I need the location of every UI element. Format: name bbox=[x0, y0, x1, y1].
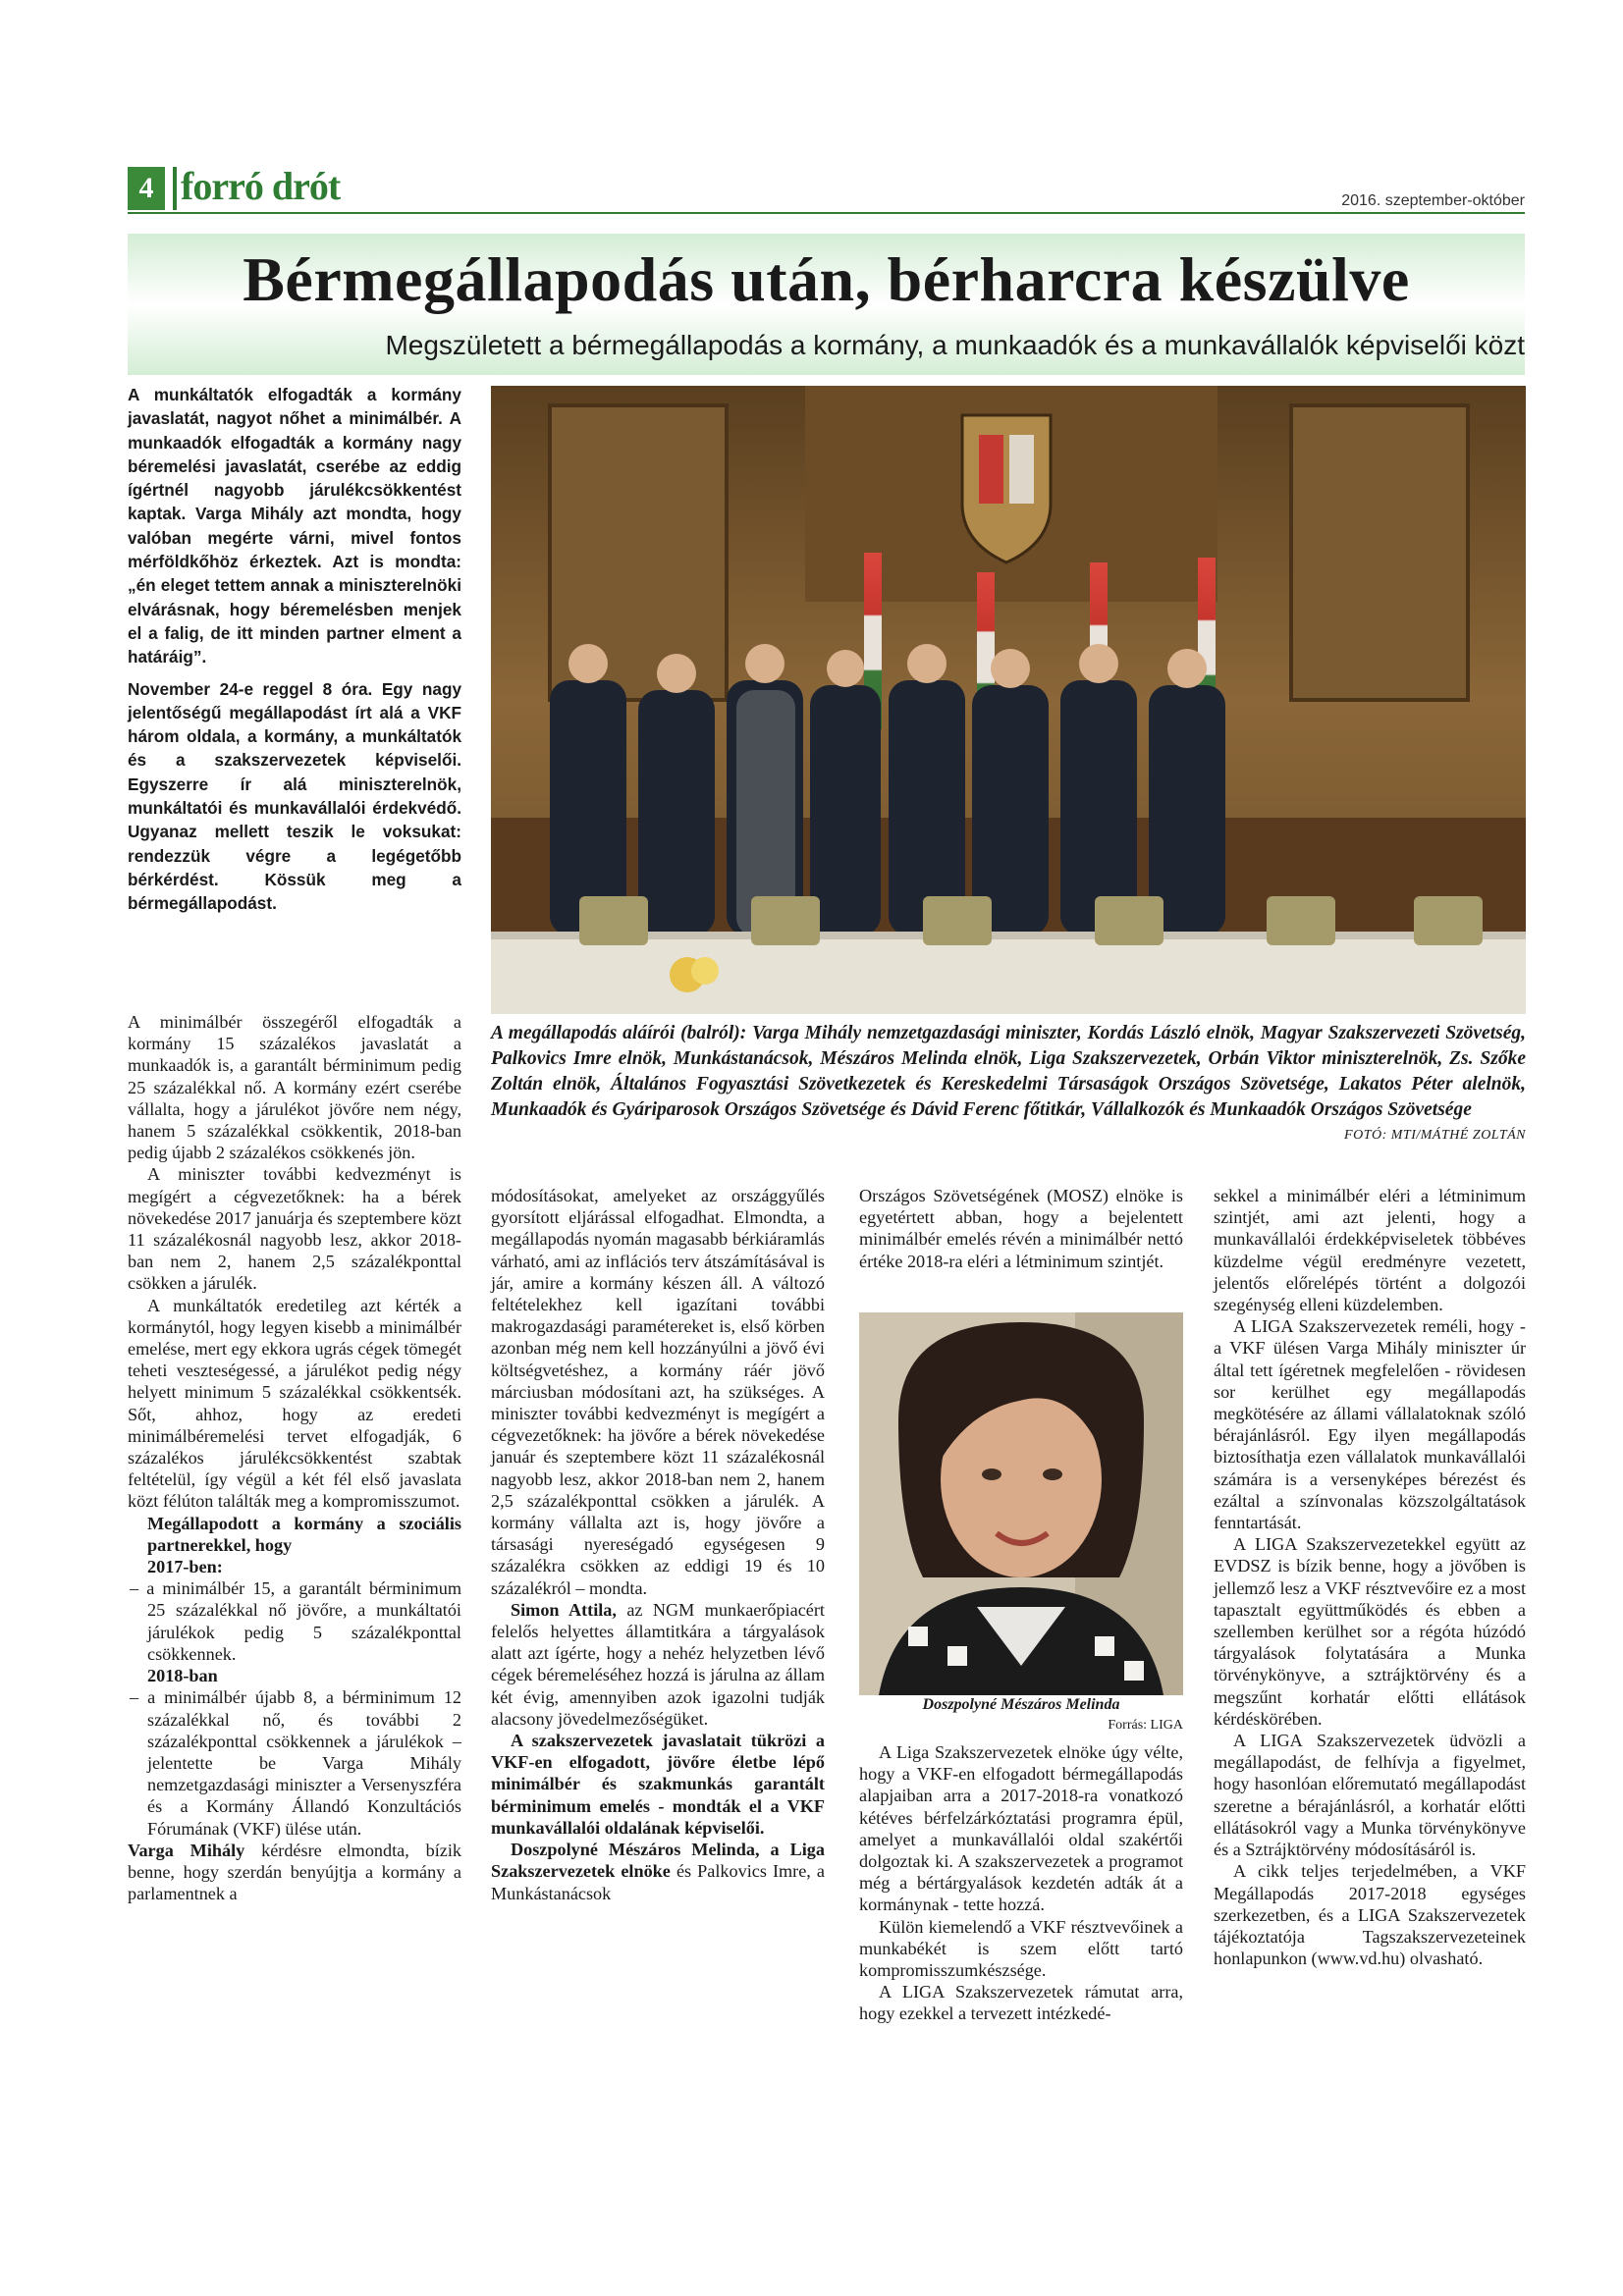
bold-paragraph: A szakszervezetek javaslatait tükrözi a VKF-en elfogadott, jövőre életbe lépő minimálbér és szakmunkás garantált bérminimum emelés - mondták el a VKF munkavállalói oldalának képviselői. bbox=[491, 1731, 825, 1838]
body-text: és Palkovics Imre, a Munkástanácsok bbox=[491, 1861, 825, 1903]
portrait-caption: Doszpolyné Mészáros Melinda bbox=[922, 1696, 1120, 1713]
column-3 bbox=[859, 1185, 1183, 1272]
body-paragraph: módosításokat, amelyeket az országgyűlés gyorsított eljárással elfogadhat. Elmondta, a megállapodás nyomán magasabb bérkiáramlás várható, ami az inflációs terv átszámításával is jár, amire a kormány készen áll. A változó feltételekhez kell igazítani további makrogazdasági paramétereket is, első körben azonban még nem kell hozzányúlni a jövő évi költségvetéshez, a kormány ráér jövő márciusban módosítani azt, ha szükséges. A miniszter további kedvezményt is megígért a cégvezetőknek: ha jövőre a bérek növekedése január és szeptembere közt 11 százalékosnál nagyobb lesz, akkor 2018-ban nem 2, hanem 2,5 százalékponttal csökken a járulék. A kormány vállalta azt is, hogy jövőre a társasági nyereségadó egységesen 9 százalékra csökken az eddigi 19 és 10 százalékról – mondta. bbox=[491, 1186, 825, 1598]
person-name: Varga Mihály bbox=[128, 1840, 245, 1860]
signing-photo bbox=[491, 386, 1526, 1014]
body-paragraph: A LIGA Szakszervezetek reméli, hogy - a VKF ülésen Varga Mihály miniszter úr által tett ígéretnek megfelelően - rövidesen sor kerülhet egy megállapodás megkötésére az állami vállalatoknak szóló bérajánlásról. Egy ilyen megállapodás biztosíthatja ezen vállalatok munkavállalói számára is a versenyképes bérezést és ezáltal a színvonalas közszolgáltatások fenntartását. bbox=[1214, 1316, 1526, 1533]
logo-divider bbox=[173, 167, 177, 210]
body-paragraph bbox=[491, 1839, 825, 1904]
issue-date: 2016. szeptember-október bbox=[1341, 192, 1525, 209]
article-subtitle: Megszületett a bérmegállapodás a kormány, a munkaadók és a munkavállalók képviselői közt bbox=[385, 330, 1525, 360]
list-2017 bbox=[128, 1577, 461, 1665]
article-lead bbox=[128, 383, 461, 924]
body-paragraph: A LIGA Szakszervezetekkel együtt az EVDSZ is bízik benne, hogy a jövőben is jellemző lesz a VKF résztvevőire ez a most tapasztalt együttműködés és ebben a szellemben kerülhet sor a régóta húzódó tárgyalások folytatására a Munka törvénykönyve, a sztrájktörvény és a megszűnt korhatár előtti ellátások kérdéskörében. bbox=[1214, 1534, 1526, 1729]
body-paragraph: Országos Szövetségének (MOSZ) elnöke is egyetértett abban, hogy a bejelentett minimálbér emelés révén a minimálbér nettó értéke 2018-ra eléri a létminimum szintjét. bbox=[859, 1186, 1183, 1271]
body-paragraph: A Liga Szakszervezetek elnöke úgy vélte, hogy a VKF-en elfogadott bérmegállapodás alapjaiban arra a 2017-2018-ra vonatkozó kétéves bérfelzárkóztatási programra épül, amelyet a munkavállalói oldal szakértői dolgoztak ki. A szakszervezetek a programot még a bértárgyalások kezdetén adták át a kormánynak - tette hozzá. bbox=[859, 1742, 1183, 1915]
list-item: – a minimálbér 15, a garantált bérminimum 25 százalékkal nő jövőre, a munkáltatói járulékok pedig 5 százalékponttal csökkennek. bbox=[128, 1577, 461, 1665]
lead-paragraph: A munkáltatók elfogadták a kormány javaslatát, nagyot nőhet a minimálbér. A munkaadók elfogadták a kormány nagy béremelési javaslatát, cserébe az eddig ígértnél nagyobb járulékcsökkentést kaptak. Varga Mihály azt mondta, hogy valóban megérte várni, mivel fontos mérföldkőhöz érkeztek. Azt is mondta: „én eleget tettem annak a miniszterelnöki elvárásnak, hogy béremelésben menjek el a falig, de itt minden partner elment a határáig”. bbox=[128, 385, 461, 667]
list-2018 bbox=[128, 1686, 461, 1839]
portrait-photo bbox=[859, 1312, 1183, 1695]
photo-credit: FOTÓ: MTI/MÁTHÉ ZOLTÁN bbox=[1344, 1128, 1526, 1143]
body-paragraph bbox=[128, 1840, 461, 1905]
body-paragraph: A munkáltatók eredetileg azt kérték a kormánytól, hogy legyen kisebb a minimálbér emelése, mert egy ekkora ugrás cégek tömegét teheti veszteségessé, a járulékot pedig négy helyett minimum 5 százalékkal csökkentsék. Sőt, ahhoz, hogy az eredeti minimálbéremelési tervet elfogadják, 6 százalékos járulékcsökkentést szabtak feltételül, így végül a két fél első javaslata közt félúton találták meg a kompromisszumot. bbox=[128, 1295, 461, 1512]
body-paragraph: sekkel a minimálbér eléri a létminimum szintjét, ami azt jelenti, hogy a munkavállalói érdekképviseletek többéves küzdelme végül eredményre vezetett, jelentős előrelépés történt a dolgozói szegénység elleni küzdelemben. bbox=[1214, 1186, 1526, 1315]
column-4 bbox=[1214, 1185, 1526, 1969]
year-label-2017: 2017-ben: bbox=[147, 1557, 223, 1577]
publication-name: forró drót bbox=[181, 164, 341, 208]
body-text: az NGM munkaerőpiacért felelős helyettes államtitkára a tárgyalások alatt azt ígérte, hogy a nehéz helyzetben lévő cégek béremeléséhez hozzá is járulna az állam két évig, amennyiben azok igazolni tudják alacsony jövedelmezőségüket. bbox=[491, 1599, 825, 1729]
photo-caption bbox=[491, 1021, 1526, 1148]
column-3-continued bbox=[859, 1741, 1183, 2025]
body-paragraph: Külön kiemelendő a VKF résztvevőinek a munkabékét is szem előtt tartó kompromisszumkészsége. bbox=[859, 1916, 1183, 1981]
body-paragraph: A minimálbér összegéről elfogadták a kormány 15 százalékos javaslatát a munkaadók is, a garantált bérminimum pedig 25 százalékkal nő. A kormány ezért cserébe vállalta, hogy a járulékot jövőre nem négy, hanem 5 százalékkal csökkentik, 2018-ban pedig újabb 2 százalékos csökkenés jön. bbox=[128, 1012, 461, 1163]
body-paragraph: A cikk teljes terjedelmében, a VKF Megállapodás 2017-2018 egységes szerkezetben, és a LIGA Szakszervezetek tájékoztatója Tagszakszervezeteinek honlapunkon (www.vd.hu) olvasható. bbox=[1214, 1861, 1526, 1969]
publication-logo bbox=[181, 163, 340, 210]
article-title: Bérmegállapodás után, bérharcra készülve bbox=[243, 244, 1410, 314]
body-paragraph: A miniszter további kedvezményt is megígért a cégvezetőknek: ha a bérek növekedése 2017 januárja és szeptembere közt 11 százalékosnál nagyobb lesz, akkor 2018-ban nem 2, hanem 2,5 százalékponttal csökken a járulék. bbox=[128, 1164, 461, 1294]
body-text: kérdésre elmondta, bízik benne, hogy szerdán benyújtja a kormány a parlamentnek a bbox=[128, 1840, 461, 1904]
lead-paragraph: November 24-e reggel 8 óra. Egy nagy jelentőségű megállapodást írt alá a VKF három oldala, a kormány, a munkáltatók és a szakszervezetek képviselői. Egyszerre ír alá miniszterelnök, munkáltatói és munkavállalói érdekvédő. Ugyanaz mellett teszik le voksukat: rendezzük végre a legégetőbb bérkérdést. Kössük meg a bérmegállapodást. bbox=[128, 678, 461, 914]
body-paragraph bbox=[491, 1599, 825, 1730]
column-1 bbox=[128, 1011, 461, 1904]
person-name: Simon Attila, bbox=[511, 1599, 617, 1620]
year-label-2018: 2018-ban bbox=[147, 1666, 218, 1686]
column-2 bbox=[491, 1185, 825, 1904]
page-number: 4 bbox=[128, 167, 165, 210]
header-rule bbox=[128, 212, 1525, 214]
subheading: Megállapodott a kormány a szociális partnerekkel, hogy bbox=[147, 1513, 461, 1555]
photo-caption-text: A megállapodás aláírói (balról): Varga Mihály nemzetgazdasági miniszter, Kordás László elnök, Magyar Szakszervezeti Szövetség, Palkovics Imre elnök, Munkástanácsok, Mészáros Melinda elnök, Liga Szakszervezetek, Orbán Viktor miniszterelnök, Zs. Szőke Zoltán elnök, Általános Fogyasztási Szövetkezetek és Kereskedelmi Társaságok Országos Szövetsége, Lakatos Péter alelnök, Munkaadók és Gyáriparosok Országos Szövetsége és Dávid Ferenc főtitkár, Vállalkozók és Munkaadók Országos Szövetsége bbox=[491, 1023, 1526, 1120]
list-item: – a minimálbér újabb 8, a bérminimum 12 százalékkal nő, és további 2 százalékponttal csökkennek a járulékok – jelentette be Varga Mihály nemzetgazdasági miniszter a Versenyszféra és a Kormány Állandó Konzultációs Fórumának (VKF) ülése után. bbox=[128, 1686, 461, 1839]
body-paragraph: A LIGA Szakszervezetek rámutat arra, hogy ezekkel a tervezett intézkedé- bbox=[859, 1982, 1183, 2024]
person-name: Doszpolyné Mészáros Melinda, a Liga Szakszervezetek elnöke bbox=[491, 1840, 825, 1882]
portrait-credit: Forrás: LIGA bbox=[1108, 1718, 1183, 1733]
body-paragraph: A LIGA Szakszervezetek üdvözli a megállapodást, de felhívja a figyelmet, hogy hasonlóan előremutató megállapodást szeretne a bérajánlásról, a korhatár előtti ellátásokról vagy a Munka törvénykönyve és a Sztrájktörvény módosításáról is. bbox=[1214, 1731, 1526, 1860]
